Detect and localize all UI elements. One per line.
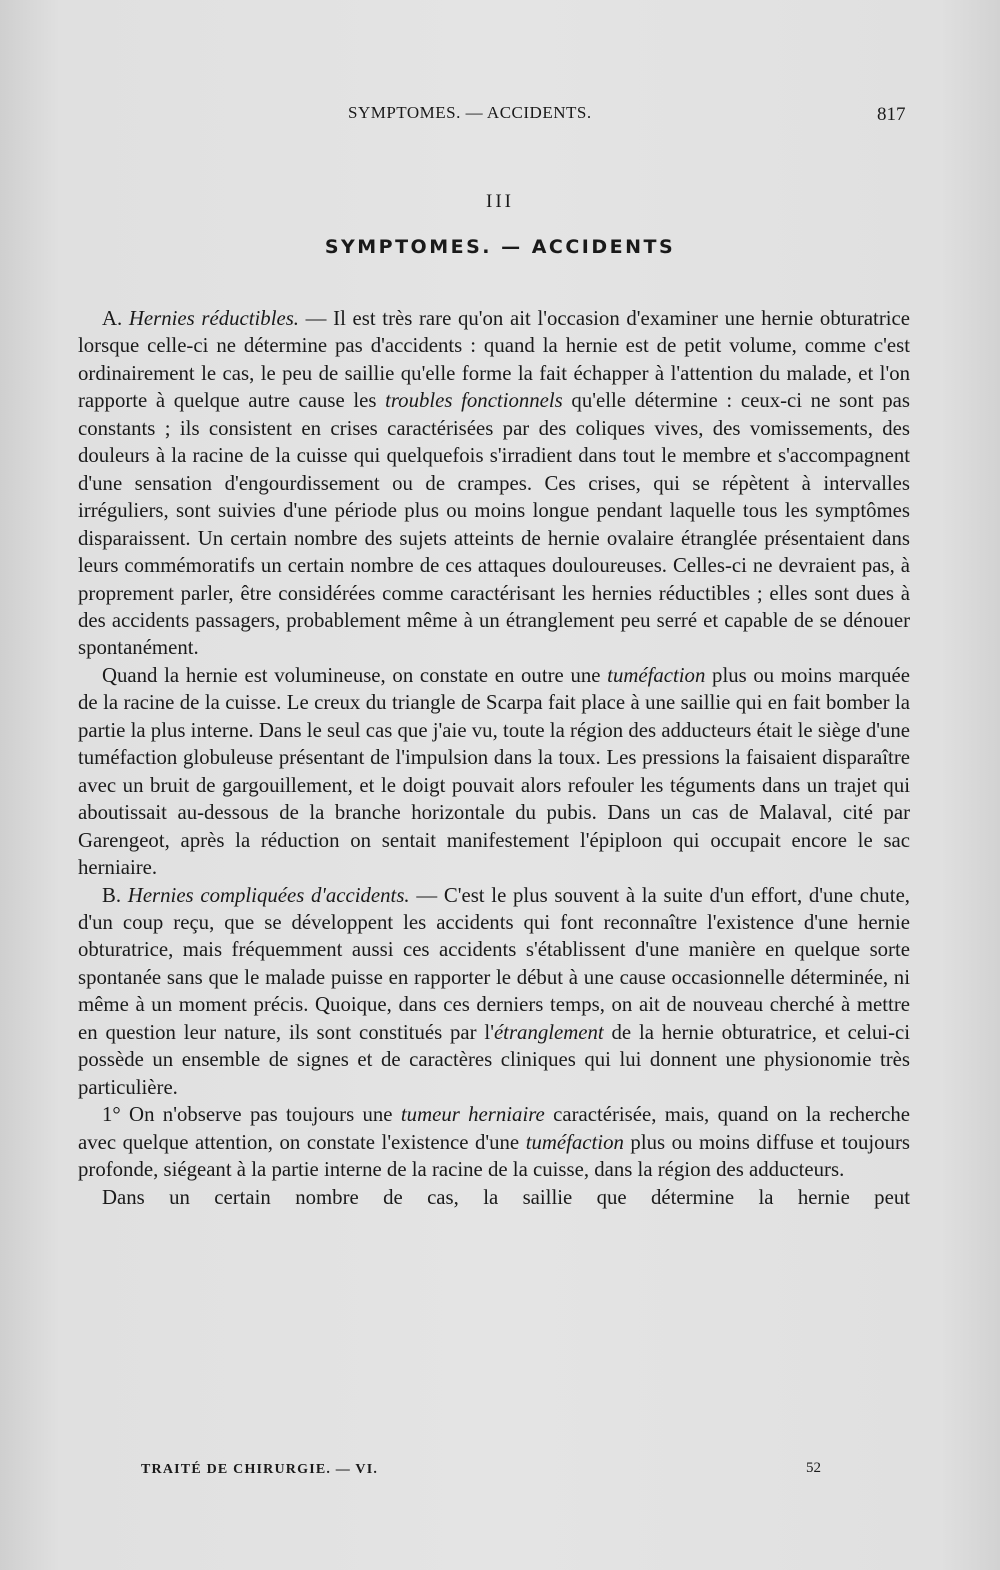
paragraph-heading: Hernies réductibles. [128,307,300,330]
paragraph-text: de la hernie obturatrice, et celui-ci possède un ensemble de signes et de caractères cliniques qui lui donnent une physionomie très particulière. [78,1020,910,1099]
footer-book-title: TRAITÉ DE CHIRURGIE. — VI. [141,1462,379,1477]
paragraph-a [78,305,910,662]
emphasis-text: étranglement [493,1020,604,1044]
emphasis-text: tumeur herniaire [400,1103,545,1127]
paragraph-b [78,882,910,1102]
paragraph-tumefaction [78,662,910,882]
paragraph-text: — Il est très rare qu'on ait l'occasion d'examiner une hernie obturatrice lorsque celle-ci ne détermine pas d'accidents : quand la hernie est de petit volume, comme c'est ordinairement le cas, le peu de saillie qu'elle forme la fait échapper à l'attention du malade, et l'on rapporte à quelque autre cause les [78,307,910,413]
emphasis-text: tuméfaction [525,1130,624,1154]
paragraph-last [78,1184,910,1211]
emphasis-text: troubles fonctionnels [385,389,563,413]
paragraph-heading: Hernies compliquées d'accidents. [127,883,410,907]
paragraph-text: Quand la hernie est volumineuse, on constate en outre une [102,663,608,687]
paragraph-text: 1° On n'observe pas toujours une [102,1103,401,1127]
page-number: 817 [877,104,906,125]
paragraph-text: plus ou moins marquée de la racine de la cuisse. Le creux du triangle de Scarpa fait place à une saillie qui en fait bomber la partie la plus interne. Dans le seul cas que j'aie vu, toute la région des adducteurs était le siège d'une tuméfaction globuleuse présentant de l'impulsion dans la toux. Les pressions la faisaient disparaître avec un bruit de gargouillement, et le doigt pouvait alors refouler les téguments dans un trajet qui aboutissait au-dessous de la branche horizontale du pubis. Dans un cas de Malaval, cité par Garengeot, après la réduction on sentait manifestement l'épiploon qui occupait encore le sac herniaire. [78,663,910,880]
emphasis-text: tuméfaction [607,663,706,687]
paragraph-label: A. [102,307,129,330]
paragraph-text: plus ou moins diffuse et toujours profonde, siégeant à la partie interne de la racine de la cuisse, dans la région des adducteurs. [78,1130,910,1182]
body-text [78,305,910,1211]
paragraph-text: qu'elle détermine : ceux-ci ne sont pas constants ; ils consistent en crises caractérisées par des coliques vives, des vomissements, des douleurs à la racine de la cuisse qui quelquefois s'irradient dans tout le membre et s'accompagnent d'une sensation d'engourdissement ou de crampes. Ces crises, qui se répètent à intervalles irréguliers, sont suivies d'une période plus ou moins longue pendant laquelle tous les symptômes disparaissent. Un certain nombre des sujets atteints de hernie ovalaire étranglée présentaient dans leurs commémoratifs un certain nombre de ces attaques douloureuses. Celles-ci ne devraient pas, à proprement parler, être considérées comme caractérisant les hernies réductibles ; elles sont dues à des accidents passagers, probablement même à un étranglement peu serré et capable de se dénouer spontanément. [78,389,910,660]
footer-signature: 52 [806,1460,821,1476]
section-title: SYMPTOMES. — ACCIDENTS [324,236,676,258]
paragraph-text: Dans un certain nombre de cas, la saillie que détermine la hernie peut [102,1185,910,1209]
paragraph-label: B. [102,883,128,907]
paragraph-1 [78,1101,910,1183]
paragraph-text: — C'est le plus souvent à la suite d'un effort, d'une chute, d'un coup reçu, que se développent les accidents qui font reconnaître l'existence d'une hernie obturatrice, mais fréquemment aussi ces accidents s'établissent d'une manière en quelque sorte spontanée sans que le malade puisse en rapporter le début à une cause occasionnelle déterminée, ni même à un moment précis. Quoique, dans ces derniers temps, on ait de nouveau cherché à mettre en question leur nature, ils sont constitués par l' [78,883,910,1044]
paragraph-text: caractérisée, mais, quand on la recherche avec quelque attention, on constate l'existence d'une [78,1103,911,1154]
section-number: III [486,191,514,212]
running-header-title: SYMPTOMES. — ACCIDENTS. [348,103,592,122]
